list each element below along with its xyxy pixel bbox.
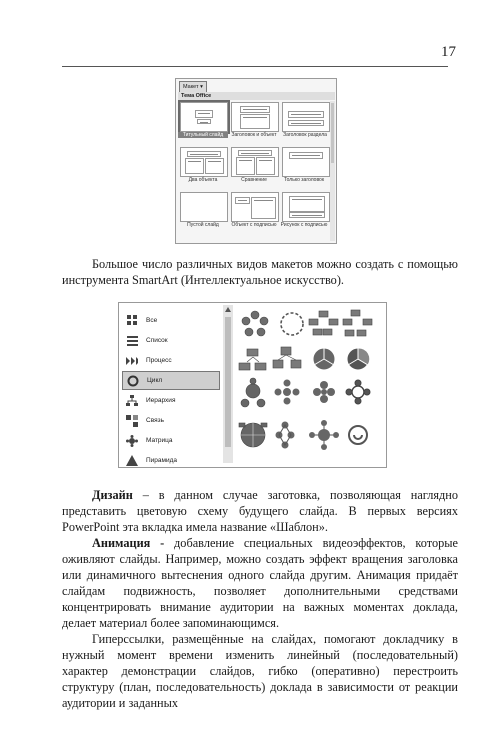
layout-button[interactable]: Макет ▾ bbox=[179, 81, 207, 93]
smartart-gallery bbox=[237, 307, 383, 463]
category-label: Список bbox=[146, 337, 168, 344]
cycle-layout-circle-ring bbox=[346, 380, 370, 404]
process-arrows-icon bbox=[126, 355, 138, 367]
category-list bbox=[122, 306, 220, 462]
cycle-layout-cross bbox=[275, 380, 300, 405]
layout-caption: Только заголовок bbox=[283, 177, 325, 183]
theme-header: Тема Office bbox=[178, 92, 335, 100]
category-scrollbar[interactable] bbox=[223, 305, 233, 463]
layout-thumb-picture-caption[interactable] bbox=[282, 192, 330, 222]
pyramid-icon bbox=[126, 455, 138, 467]
hierarchy-icon bbox=[126, 395, 138, 407]
list-icon bbox=[126, 335, 138, 347]
layout-thumb-title-content[interactable] bbox=[231, 102, 279, 132]
cycle-layout-basic bbox=[242, 311, 268, 336]
layout-thumb-content-caption[interactable] bbox=[231, 192, 279, 222]
category-cycle[interactable] bbox=[122, 371, 220, 390]
layout-caption: Сравнение bbox=[241, 177, 267, 183]
layout-caption: Два объекта bbox=[188, 177, 218, 183]
category-label: Пирамида bbox=[146, 457, 178, 464]
layout-thumb-blank[interactable] bbox=[180, 192, 228, 222]
layout-caption: Объект с подписью bbox=[231, 222, 277, 228]
category-matrix[interactable] bbox=[122, 431, 220, 450]
cycle-layout-spiral bbox=[349, 426, 367, 444]
layout-caption: Заголовок раздела bbox=[283, 132, 327, 138]
header-rule bbox=[62, 66, 448, 67]
cycle-icon bbox=[127, 375, 139, 387]
layout-caption: Заголовок и объект bbox=[231, 132, 277, 138]
relationship-icon bbox=[126, 415, 138, 427]
layout-thumb-title[interactable] bbox=[180, 102, 228, 132]
layout-button-label: Макет bbox=[183, 84, 199, 90]
category-list-type[interactable] bbox=[122, 331, 220, 350]
category-label: Связь bbox=[146, 417, 164, 424]
matrix-icon bbox=[126, 435, 138, 447]
category-label: Иерархия bbox=[146, 397, 176, 404]
grid-icon bbox=[126, 315, 138, 327]
cycle-layout-text bbox=[281, 313, 303, 335]
cycle-layout-nondirectional bbox=[239, 349, 266, 370]
cycle-layout-gear bbox=[241, 378, 265, 407]
category-pyramid[interactable] bbox=[122, 451, 220, 470]
cycle-layout-hub bbox=[309, 420, 339, 450]
layout-thumb-title-only[interactable] bbox=[282, 147, 330, 177]
cycle-layout-tree bbox=[276, 422, 295, 449]
cycle-layout-multidirectional bbox=[313, 381, 335, 403]
page-number: 17 bbox=[441, 44, 456, 60]
cycle-layout-block bbox=[309, 311, 338, 335]
category-label: Процесс bbox=[146, 357, 172, 364]
layout-caption: Титульный слайд bbox=[178, 132, 228, 138]
term-animation: Анимация - bbox=[92, 536, 165, 550]
paragraph-animation-text: добавление специальных видеоэффектов, которые оживляют слайды. Например, можно создать эффект вращения заголовка или динамичного вытеснения одного слайда другим. Анимация придаёт слайдам подвижность, позволяет дополнительными средствами концентрировать внимание аудитории на важных моментах доклада, делает материал более запоминающимся. bbox=[62, 536, 459, 630]
category-all[interactable] bbox=[122, 311, 220, 330]
category-relationship[interactable] bbox=[122, 411, 220, 430]
smartart-dialog bbox=[118, 302, 387, 468]
category-label: Все bbox=[146, 317, 158, 324]
cycle-layout-pie bbox=[347, 348, 370, 370]
paragraph-animation bbox=[62, 535, 458, 631]
cycle-layout-radial bbox=[313, 348, 335, 370]
layout-gallery bbox=[175, 78, 337, 244]
cycle-layout-target bbox=[239, 423, 267, 447]
cycle-layout-continuous bbox=[343, 310, 372, 336]
paragraph-design-text: – в данном случае заготовка, позволяющая наглядно представить цветовую схему будущего слайда. В первых версиях PowerPoint эта вкладка имела название «Шаблон». bbox=[62, 488, 458, 534]
layout-caption: Пустой слайд bbox=[187, 222, 219, 228]
category-label: Цикл bbox=[147, 377, 163, 384]
paragraph-smartart: Большое число различных видов макетов можно создать с помощью инструмента SmartArt (Интеллектуальное искусство). bbox=[62, 257, 458, 287]
layout-caption: Рисунок с подписью bbox=[280, 222, 328, 228]
layout-thumb-section[interactable] bbox=[282, 102, 330, 132]
category-hierarchy[interactable] bbox=[122, 391, 220, 410]
term-design: Дизайн bbox=[92, 488, 133, 502]
layout-thumb-two-content[interactable] bbox=[180, 147, 228, 177]
paragraph-design bbox=[62, 487, 458, 535]
category-process[interactable] bbox=[122, 351, 220, 370]
cycle-layout-segmented bbox=[273, 347, 301, 368]
paragraph-hyperlinks: Гиперссылки, размещённые на слайдах, помогают докладчику в нужный момент времени изменить линейный (последовательный) характер демонстрации слайдов, гибко (оперативно) перестроить структуру (план, последовательность) доклада в зависимости от реакции аудитории и заданных bbox=[62, 632, 458, 710]
category-label: Матрица bbox=[146, 437, 173, 444]
gallery-scrollbar[interactable] bbox=[330, 101, 335, 241]
layout-thumb-comparison[interactable] bbox=[231, 147, 279, 177]
